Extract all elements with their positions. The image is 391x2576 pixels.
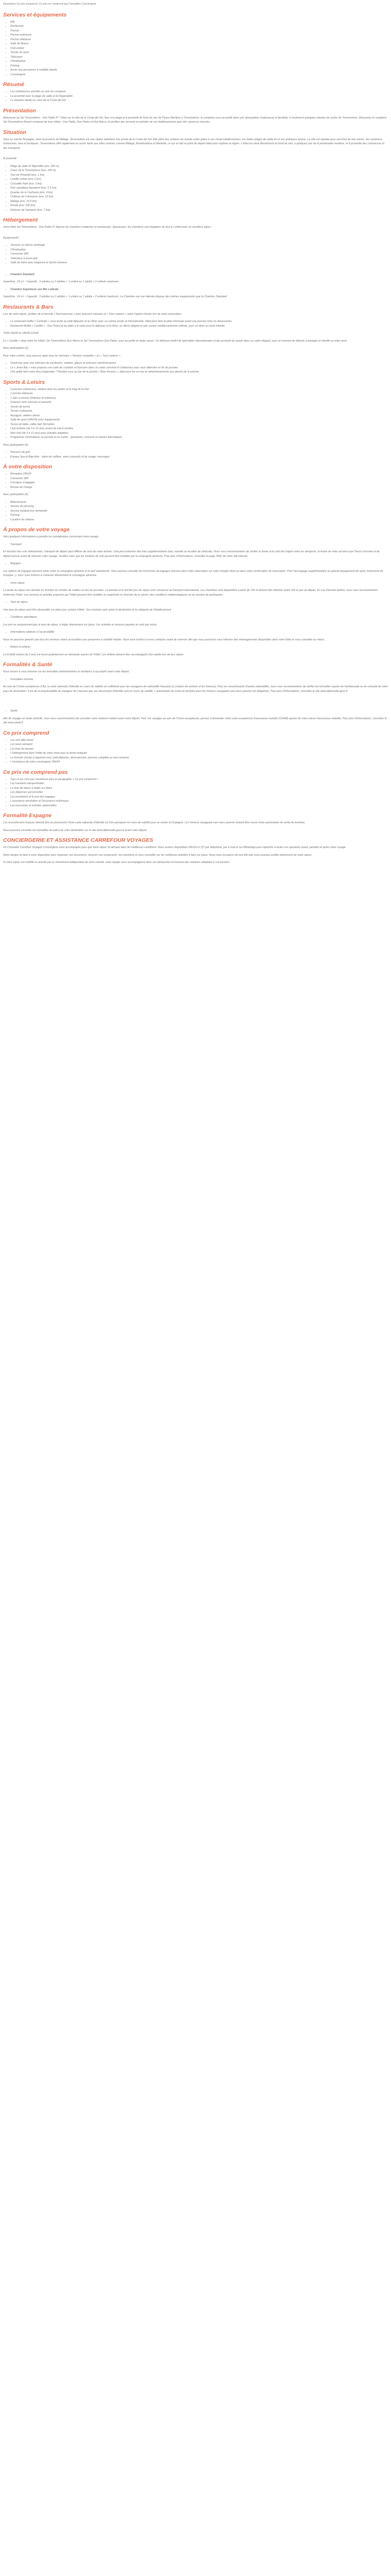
formalites-title: Formalités & Santé [3,662,53,668]
transport-heading [3,543,388,547]
list-item: • Château de Colomares (env. 12 km) [10,195,388,199]
list-item: • Club enfant [10,46,388,51]
list-item: • Salle de fitness [10,42,388,46]
list-item: • Parking [10,64,388,69]
list-item: • Terrasse ou balcon aménagé [10,243,388,248]
presentation-title: Présentation [3,107,36,114]
hotel-heading [3,581,388,586]
sports-paying-list [3,450,388,459]
bebe-title: • Bébés et enfants [10,645,388,650]
list-item: • Distance de l'aéroport (env. 7 km) [10,208,388,213]
list-item: • Accès aux personnes à mobilité réduite [10,68,388,73]
list-item: • La proximité avec la plage de sable et El Argamallón [10,94,388,99]
list-item: • Télévision [10,55,388,60]
list-item: • Ronda (env. 106 km) [10,204,388,208]
formalites-text: Nous tenons à vous informer sur les formalités administratives et sanitaires à accomplir avant votre départ. [3,670,130,673]
distances-list [3,164,388,213]
bagages-title: • Bagages [10,562,388,566]
list-item: • Le « Jerez Bar » vous propose une carte de cocktails et boissons dans un cadre convivial et chaleureux pour vous détendre en fin de journée [10,366,388,370]
sante-text: Afin de voyager en toute sérénité, nous vous recommandons de consulter votre médecin traitant avant votre départ. Pour vos voyages au sein de l'Union européenne, pensez à demander votre carte européenne d'assurance maladie (CEAM) auprès de votre caisse d'assurance maladie. Pour plus d'informations, consultez le site www.ameli.fr [3,717,387,724]
exclus-list [3,777,388,808]
list-item: • Conciergerie [10,73,388,77]
list-item: • Service de pressing [10,504,388,509]
list-item: • Réception 24h/24 [10,472,388,477]
services-title: Services et équipements [3,11,67,18]
equipment-list [3,243,388,265]
list-item: • 1 piscine intérieure [10,392,388,396]
list-item: • Consigne à bagages [10,481,388,485]
list-item: • Salle de sport (24h/24) avec équipements [10,418,388,422]
taxe-heading [3,600,388,605]
hebergement-text: Votre hôtel Sol Torremolinos - Don Pablo 4* dispose de chambres modernes et lumineuses. Spacieuses, les chambres sont équipées de tout le confort pour un excellent séjour. [3,226,211,229]
list-item: • Climatisation [10,59,388,64]
list-item: • Restaurant [10,24,388,29]
room-standard-title: • Chambre Standard [10,273,388,277]
disposition-title: À votre disposition [3,464,53,470]
list-item: • L'hébergement dans l'hôtel de votre choix pour la durée indiquée [10,751,388,756]
list-item: • Terrain de tennis [10,405,388,410]
id-heading [3,677,388,682]
list-item: • Quartier de la Carihuela (env. 4 km) [10,191,388,195]
list-item: • Plage de sable El Bajondillo (env. 200 m) [10,164,388,169]
list-item: • Les dépenses personnelles [10,790,388,795]
inclus-list [3,738,388,765]
list-item: • Climatisation [10,248,388,252]
conciergerie-text3: Si votre séjour est modifié ou annulé par un événement indépendant de votre volonté, notre équipe vous accompagnera dans vos démarches et trouvera des solutions adaptées à vos besoins. [3,861,231,864]
list-item: • Les pourboires et le port des bagages [10,795,388,800]
bagages-heading [3,562,388,566]
list-item: • Terrain multisports [10,409,388,414]
hebergement-title: Hébergement [3,217,38,223]
hotel-text: La durée du séjour est calculée en fonction du nombre de nuitées et non de journées. Le premier et le dernier jour du séjour sont consacrés au transport international. Les chambres sont disponibles à partir de 15h et doivent être libérées avant 12h le jour du départ. En cas d'arrivée tardive, nous vous recommandons d'informer l'hôtel. Les services et activités proposés par l'hôtel peuvent être modifiés ou supprimés en fonction de la saison, des conditions météorologiques ou du nombre de participants. [3,589,378,597]
list-item: • Piscine intérieure [10,38,388,42]
restaurants-paying-label: Avec participation (€) : [3,347,30,350]
list-item: • Espace Spa et Bien-être : salon de coiffure, soins corporels et du visage, massages [10,455,388,460]
list-item: • La situation idéale au cœur de la Costa del Sol [10,98,388,103]
list-item: • Snack-bar avec une sélection de sandwichs, salades, glaces et boissons rafraîchissantes [10,361,388,366]
list-item: • Une petite faim entre deux baignades ? Rendez-vous au bar de la piscine « Blue Horizon », idéal pour les en-cas et rafraîchissements aux abords de la piscine. [10,370,388,375]
inclus-title: Ce prix comprend [3,730,50,736]
espagne-text2: Nous pouvons consulter les formalités de police de votre destination sur le site www.diplomatie.gouv.fr avant votre départ. [3,828,148,832]
list-item: • Les nombreuses activités au sein du complexe [10,90,388,94]
restaurants-text: Lors de votre séjour, profitez de la formule « Demi-pension » avec boissons incluses et « Tout compris » selon l'option choisie lors de votre réservation. [3,312,182,316]
sante-heading [3,709,388,714]
list-item: • 1 bain à remous (intérieur et extérieur) [10,396,388,401]
sports-title: Sports & Loisirs [3,379,45,385]
list-item: • Tennis de table, volley ball, fléchettes [10,422,388,427]
restaurants-hours: 7H30-10H30 et 18H30-21H30 [3,332,39,335]
hotel-title: • Votre séjour [10,581,388,586]
list-item: • Wifi [10,20,388,25]
list-item: • Solarium avec transats et parasols [10,400,388,405]
list-item: • Programme d'animations en journée et en soirée : spectacles, concerts et soirées thématiques [10,435,388,440]
list-item: • Téléviseur à écran plat [10,257,388,261]
list-item: • Salle de bains avec baignoire et sèche-cheveux [10,261,388,265]
list-item: • Málaga (env. 15,5 km) [10,199,388,204]
list-item: • Club Enfants (de 5 à 12 ans) ouvert de mai à octobre [10,427,388,431]
infos-text: Nous ne pouvons garantir que tous les services soient accessibles aux personnes à mobilité réduite. Nous vous invitons à nous contacter avant de réserver afin que nous puissions vous informer des aménagements disponibles dans votre hôtel et vous conseiller au mieux. [3,638,325,641]
list-item: • Coeur de la Torremolinos (env. 100 m) [10,168,388,173]
list-item: • 2 piscines extérieures, situées dans les jardins et le long de la mer [10,387,388,392]
list-item: • Mini-club (de 4 à 12 ans) avec activités adaptées [10,431,388,436]
list-item: • La formule choisie (Logement seul, petit-déjeuner, demi-pension, pension complète ou tout compris) [10,756,388,760]
taxe-text: Une taxe de séjour peut être demandée sur place par certains hôtels. Son montant varie selon la destination et la catégorie de l'établissement. [3,608,172,612]
restaurants-list [3,319,388,328]
espagne-text: Les ressortissants français doivent être en possession d'une carte nationale d'identité ou d'un passeport en cours de validité pour se rendre en Espagne. Les mineurs voyageant sans leurs parents doivent être munis d'une autorisation de sortie du territoire. [3,821,305,824]
condition-text: Les prix ne comprennent pas la taxe de séjour, à régler directement sur place. Les activités et services payants ne sont pas inclus. [3,623,158,626]
restaurants-paying-intro: Pour votre confort, vous pourrez opter pour les formules « Pension complète » ou « Tout compris » : [3,354,122,358]
id-text: Au sein de l'Union européenne (UE), la carte nationale d'identité en cours de validité est suffisante pour les voyageurs de nationalité française (y compris les enfants et les mineurs). Pour les ressortissants d'autres nationalités, nous vous recommandons de vérifier les formalités auprès de l'ambassade ou du consulat de votre pays de destination. Il est de la responsabilité du voyageur de s'assurer que ses documents d'identité sont en cours de validité. L'autorisation de sortie du territoire pour les mineurs voyageant sans leurs parents est obligatoire. Pour plus d'informations, consultez le site www.diplomatie.gouv.fr [3,685,388,693]
list-item: • Bureau de change [10,485,388,490]
list-item: • Connexion Wifi [10,252,388,257]
conciergerie-text: Un Conseiller Carrefour Voyages Conciergerie vous accompagne pour que votre séjour se déroule dans les meilleures conditions. Nous restons disponibles 24h/24 et 7j/7 par téléphone, par e-mail et sur WhatsApp pour répondre à toutes vos questions avant, pendant et après votre voyage. [3,846,347,849]
room1-list [3,273,388,277]
list-item: • Restaurant Buffet « Castilla » : Don Pedro et les plats à la carte pour le déjeuner et le dîner, un décor élégant et une cuisine méditerranéenne raffinée, pour un dîner en toute intimité. [10,324,388,329]
list-item: • Blanchisserie [10,500,388,505]
situation-title: Situation [3,129,26,135]
restaurants-title: Restaurants & Bars [3,303,54,310]
restaurants-paying-list [3,361,388,375]
list-item: • Piscine [10,29,388,33]
list-item: • Les taxes aéroport [10,742,388,747]
resume-list [3,90,388,103]
room2-list [3,287,388,292]
bebe-text: Le lit bébé (moins de 2 ans) est fourni gratuitement sur demande auprès de l'hôtel. Les enfants doivent être accompagnés d'un adulte lors de leur séjour. [3,653,184,656]
list-item: • Tour de Pimentel (env. 1 km) [10,173,388,178]
resume-title: Résumé [3,81,24,88]
list-item: • La taxe de séjour à régler sur place [10,786,388,791]
disposition-paying-label: Avec participation (€) : [3,493,30,496]
list-item: • Service médical (sur demande) [10,509,388,514]
equipment-label: Équipements : [3,236,21,240]
room-superior-title: • Chambre Supérieure vue Mer Latérale [10,287,388,292]
list-item: • Parcours de golf [10,450,388,455]
list-item: • Terrain de sport [10,50,388,55]
sports-list [3,387,388,440]
condition-heading [3,615,388,620]
situation-text: Situé au sud de l'Espagne, dans la province de Málaga, Torremolinos est une station balnéaire très prisée de la Costa del Sol. Elle attire des visiteurs du monde entier grâce à son climat méditerranéen, ses belles plages de sable fin et son ambiance festive. La ville est réputée pour son front de mer animé, ses nombreux restaurants, bars et boutiques. Torremolinos offre également un accès facile aux villes voisines comme Málaga, Benalmádena et Marbella, ce qui en fait un point de départ idéal pour explorer la région. L'hôtel est situé directement en bord de mer, à quelques pas de la promenade maritime, et à proximité des commerces et des transports. [3,138,384,150]
list-item: • Les frais de dossier [10,747,388,752]
list-item: • Piscine extérieure [10,33,388,38]
espagne-title: Formalité Espagne [3,812,52,819]
bagages-text: Les options de bagages peuvent varier selon la compagnie aérienne et le tarif sélectionné. Vous pourrez consulter les franchises de bagages incluses dans votre réservation sur votre compte client ou dans votre confirmation de réservation. Pour tout bagage supplémentaire ou spécial (équipement de sport, instrument de musique...), nous vous invitons à contacter directement la compagnie aérienne. [3,569,383,577]
list-item: • Le restaurant buffet « Cortadas » vous invite au petit déjeuner et au dîner avec sa cuisine locale et internationale. Idéal pour faire le plein d'énergie avant une journée riche en découvertes. [10,319,388,324]
situation-distances-label: À proximité : [3,157,18,160]
infos-heading [3,630,388,635]
list-item: • Parc aquatique Aqualand (env. 2,5 km) [10,186,388,191]
list-item: • Les excursions et activités optionnelles [10,804,388,808]
room-standard-text: Superficie : 24 m² - Capacité : 3 adultes ou 2 adultes + 1 enfant ou 1 adulte + 2 enfants maximum [3,280,119,283]
id-title: • Formalités d'entrée [10,677,388,682]
list-item: • Les transferts aéroport/hôtel [10,782,388,786]
list-item: • Connexion Wifi [10,477,388,481]
presentation-text: Bienvenue au Sol Torremolinos - Don Pablo 4* ! Situé sur la côte de la Costa del Sol, face à la plage et à proximité du front de mer de Paseo Marítimo à Torremolinos, le complexe vous accueille dans une atmosphère chaleureuse et familiale, à seulement quelques minutes de centre de Torremolinos. Découvrez le complexe Sol Torremolinos Resort composé de trois hôtels : Don Pablo, Don Pedro et Don Marco, et profitez des services et activités de ces établissements pour des vacances réussies. [3,116,387,124]
list-item: • Castillo ruiñas (env. 2 km) [10,177,388,182]
exclus-title: Ce prix ne comprend pas [3,769,68,775]
list-item: • Crocodile Park (env. 3 km) [10,182,388,187]
list-item: • Tout ce qui n'est pas mentionné dans le paragraphe « Ce prix comprend » [10,777,388,782]
list-item: • Les vols aller-retour [10,738,388,743]
list-item: • Location de voitures [10,518,388,522]
apropos-title: À propos de votre voyage [3,527,70,533]
bebe-heading [3,645,388,650]
conciergerie-text2: Notre équipe se tient à votre disposition pour organiser vos excursions, réserver vos restaurants, vos transferts et vous conseiller sur les meilleures activités à faire sur place. Nous nous occupons de tout afin que vous puissiez profiter pleinement de votre séjour. [3,853,312,857]
disposition-paying-list [3,500,388,522]
room-superior-text: Superficie : 24 m² - Capacité : 3 adultes ou 2 adultes + 1 enfant ou 1 adulte + 2 enfants maximum. La Chambre vue mer latérale dispose des mêmes équipements que la Chambre Standard. [3,295,227,298]
sante-title: • Santé [10,709,388,714]
conciergerie-title: CONCIERGERIE ET ASSISTANCE CARREFOUR VOYAGES [3,837,153,843]
restaurants-text2: Le « Castilla » situé entre les hôtels Sol Torremolinos Don Marco et Sol Torremolinos Don Pablo, vous accueille en toute saison. Un délicieux buffet de spécialités internationales et des produits de saison dans un cadre élégant, pour un moment de détente à partager en famille ou entre amis. [3,339,348,343]
services-list [3,20,388,77]
taxe-title: • Taxe de séjour [10,600,388,605]
disposition-list [3,472,388,489]
list-item: • L'assurance annulation et l'assurance multirisque [10,799,388,804]
list-item: • L'assistance de notre conciergerie 24h/24 [10,760,388,765]
list-item: • Parking [10,513,388,518]
sports-paying-label: Avec participation (€) : [3,443,30,447]
transport-title: • Transport [10,543,388,547]
apropos-text: Voici quelques informations à prendre en considération concernant votre voyage. [3,535,100,538]
condition-title: • Conditions spécifiques [10,615,388,620]
transport-text: En fonction des vols sélectionnés, l'aéroport de départ peut différer de celui de votre arrivée. Cela peut entraîner des frais supplémentaires (taxi, navette ou location de véhicule). Nous vous recommandons de vérifier la durée et le coût des trajets entre les aéroports, la durée de votre vol ainsi que l'heure d'arrivée et de départ prévue avant de réserver votre voyage. Veuillez noter que les horaires de vols peuvent être modifiés par la compagnie aérienne. Pour plus d'informations, consultez la page 'FAQ' de notre site internet. [3,550,380,558]
list-item: • Aquagym, ateliers danse [10,414,388,418]
infos-title: • Informations relatives à l'accessibilité [10,630,388,635]
page-intro: Description Ce prix comprend / Ce prix ne comprend pas Formalités Conciergerie [3,3,96,6]
